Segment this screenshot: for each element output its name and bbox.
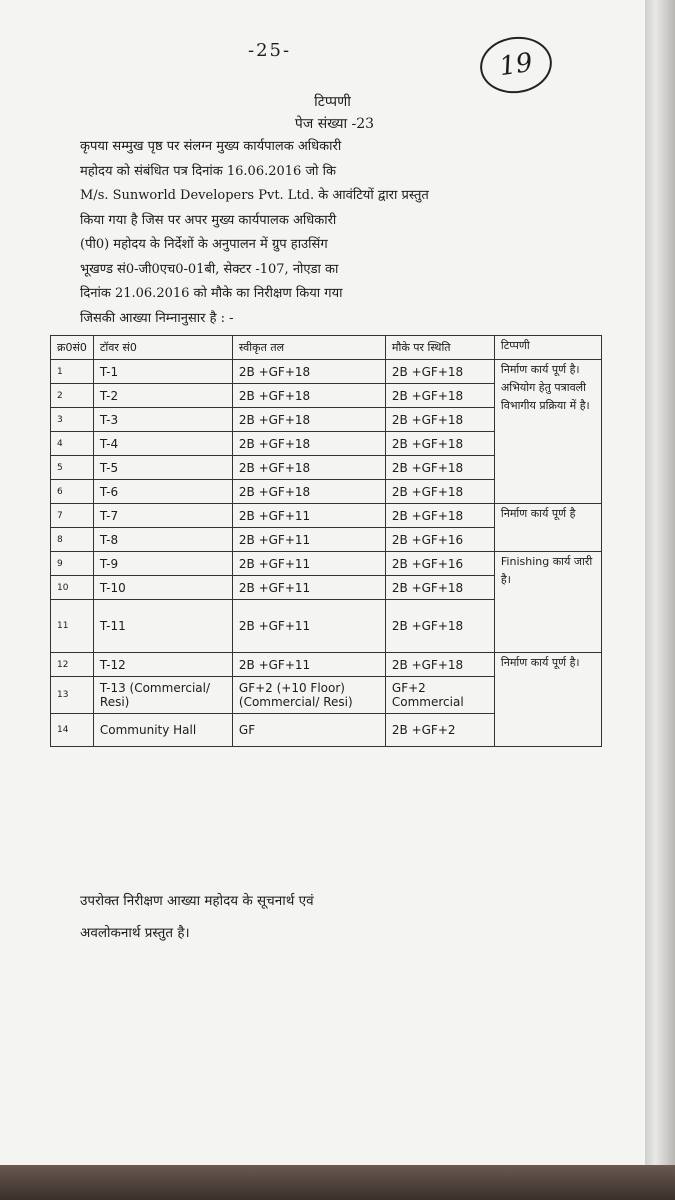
row-sanctioned: 2B +GF+11 [232,504,385,528]
intro-line: महोदय को संबंधित पत्र दिनांक 16.06.2016 जो कि [80,163,336,179]
row-tower: T-1 [93,360,232,384]
row-site-status: 2B +GF+2 [385,714,494,747]
row-tower: T-7 [93,504,232,528]
header-remarks: टिप्पणी [494,336,601,360]
row-tower: T-13 (Commercial/ Resi) [93,677,232,714]
intro-line: दिनांक 21.06.2016 को मौके का निरीक्षण किया गया [80,286,343,301]
row-sno: 3 [51,408,94,432]
remarks-group-1: निर्माण कार्य पूर्ण है। अभियोग हेतु पत्रावली विभागीय प्रक्रिया में है। [494,360,601,504]
row-sno: 4 [51,432,94,456]
row-site-status: GF+2 Commercial [385,677,494,714]
remarks-group-2: निर्माण कार्य पूर्ण है [494,504,601,552]
header-site-status: मौके पर स्थिति [385,336,494,360]
intro-line: M/s. Sunworld Developers Pvt. Ltd. के आवंटियों द्वारा प्रस्तुत [80,188,429,203]
row-site-status: 2B +GF+18 [385,456,494,480]
closing-paragraph [80,885,550,949]
row-sno: 8 [51,528,94,552]
row-site-status: 2B +GF+18 [385,600,494,653]
row-tower: T-3 [93,408,232,432]
intro-line: भूखण्ड सं0-जी0एच0-01बी, सेक्टर -107, नोएडा का [80,261,339,277]
row-sanctioned: 2B +GF+18 [232,360,385,384]
row-site-status: 2B +GF+16 [385,552,494,576]
page-number: -25- [248,40,292,61]
row-site-status: 2B +GF+18 [385,653,494,677]
row-sno: 14 [51,714,94,747]
row-sno: 6 [51,480,94,504]
row-site-status: 2B +GF+18 [385,384,494,408]
row-sanctioned: 2B +GF+11 [232,576,385,600]
inspection-table [50,335,602,747]
header-tower: टॉवर सं0 [93,336,232,360]
row-sno: 11 [51,600,94,653]
row-sanctioned: GF [232,714,385,747]
row-sanctioned: 2B +GF+11 [232,653,385,677]
row-sanctioned: 2B +GF+18 [232,432,385,456]
row-tower: T-4 [93,432,232,456]
row-tower: T-6 [93,480,232,504]
row-site-status: 2B +GF+18 [385,408,494,432]
row-sno: 1 [51,360,94,384]
row-site-status: 2B +GF+18 [385,360,494,384]
row-sno: 5 [51,456,94,480]
row-sanctioned: 2B +GF+18 [232,384,385,408]
intro-line: (पी0) महोदय के निर्देशों के अनुपालन में ग्रुप हाउसिंग [80,237,328,252]
intro-paragraph [80,135,550,331]
row-site-status: 2B +GF+18 [385,480,494,504]
table-row [51,653,602,677]
row-tower: T-12 [93,653,232,677]
page-reference: पेज संख्या -23 [294,116,375,132]
header-sno: क्र0सं0 [51,336,94,360]
table-row [51,504,602,528]
intro-line: किया गया है जिस पर अपर मुख्य कार्यपालक अधिकारी [80,212,337,228]
row-site-status: 2B +GF+18 [385,504,494,528]
row-sanctioned: 2B +GF+18 [232,408,385,432]
row-sno: 2 [51,384,94,408]
circled-folio-number: 19 [476,32,555,97]
desk-surface [0,1165,675,1200]
row-sanctioned: 2B +GF+18 [232,456,385,480]
closing-line: अवलोकनार्थ प्रस्तुत है। [80,925,190,941]
table-row [51,360,602,384]
row-sno: 9 [51,552,94,576]
remarks-group-3: Finishing कार्य जारी है। [494,552,601,653]
closing-line: उपरोक्त निरीक्षण आख्या महोदय के सूचनार्थ एवं [80,893,314,909]
table-row [51,552,602,576]
row-site-status: 2B +GF+18 [385,432,494,456]
page-edge [645,0,675,1165]
row-sanctioned: 2B +GF+11 [232,552,385,576]
row-sanctioned: GF+2 (+10 Floor) (Commercial/ Resi) [232,677,385,714]
row-tower: T-5 [93,456,232,480]
row-sno: 7 [51,504,94,528]
table-header-row [51,336,602,360]
row-sanctioned: 2B +GF+11 [232,528,385,552]
row-tower: T-2 [93,384,232,408]
row-sno: 12 [51,653,94,677]
note-title: टिप्पणी [314,94,351,110]
row-sanctioned: 2B +GF+11 [232,600,385,653]
row-tower: T-11 [93,600,232,653]
row-tower: Community Hall [93,714,232,747]
row-tower: T-10 [93,576,232,600]
row-tower: T-9 [93,552,232,576]
row-site-status: 2B +GF+18 [385,576,494,600]
intro-line: कृपया सम्मुख पृष्ठ पर संलग्न मुख्य कार्यपालक अधिकारी [80,139,342,154]
row-site-status: 2B +GF+16 [385,528,494,552]
header-sanctioned: स्वीकृत तल [232,336,385,360]
remarks-group-4: निर्माण कार्य पूर्ण है। [494,653,601,747]
row-sno: 13 [51,677,94,714]
row-sanctioned: 2B +GF+18 [232,480,385,504]
intro-line: जिसकी आख्या निम्नानुसार है : - [80,310,234,326]
row-tower: T-8 [93,528,232,552]
row-sno: 10 [51,576,94,600]
